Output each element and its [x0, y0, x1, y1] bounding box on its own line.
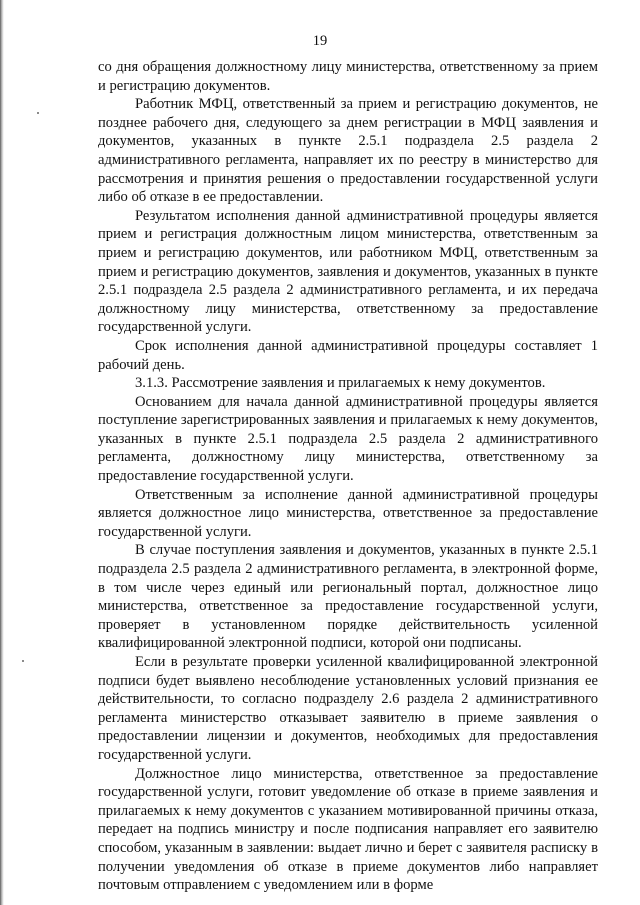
paragraph: Если в результате проверки усиленной квалифицированной электронной подписи будет выявлено несоблюдение установленных условий признания ее действительности, то согласно подразделу 2.6 раздела 2 административного регламента министерство отказывает заявителю в приеме заявления о предоставлении лицензии и документов, необходимых для предоставления государственной услуги.: [98, 654, 598, 763]
paragraph: Срок исполнения данной административной процедуры составляет 1 рабочий день.: [98, 337, 598, 373]
paragraph: В случае поступления заявления и документов, указанных в пункте 2.5.1 подраздела 2.5 раздела 2 административного регламента, в электронной форме, в том числе через единый или региональный портал, должностное лицо министерства, ответственное за предоставление государственной услуги, проверяет в установленном порядке действительность усиленной квалифицированной электронной подписи, которой они подписаны.: [98, 542, 598, 652]
document-body: [98, 58, 598, 895]
paragraph-continuation: со дня обращения должностному лицу министерства, ответственному за прием и регистрацию документов.: [98, 59, 598, 94]
paragraph: Работник МФЦ, ответственный за прием и регистрацию документов, не позднее рабочего дня, следующего за днем регистрации в МФЦ заявления и документов, указанных в пункте 2.5.1 подраздела 2.5 раздела 2 административного регламента, направляет их по реестру в министерство для рассмотрения и принятия решения о предоставлении государственной услуги либо об отказе в ее предоставлении.: [98, 96, 598, 206]
paragraph: Основанием для начала данной административной процедуры является поступление зарегистрированных заявления и прилагаемых к нему документов, указанных в пункте 2.5.1 подраздела 2.5 раздела 2 административного регламента, должностному лицу министерства, ответственному за предоставление государственной услуги.: [98, 393, 598, 485]
page-number: 19: [312, 33, 328, 49]
paragraph: Ответственным за исполнение данной административной процедуры является должностное лицо министерства, ответственное за предоставление государственной услуги.: [98, 486, 598, 540]
scan-edge: [0, 0, 4, 905]
paragraph: Должностное лицо министерства, ответственное за предоставление государственной услуги, готовит уведомление об отказе в приеме заявления и прилагаемых к нему документов с указанием мотивированной причины отказа, передает на подпись министру и после подписания направляет его заявителю способом, указанным в заявлении: выдает лично и берет с заявителя расписку в получении уведомления об отказе в приеме документов либо направляет почтовым отправлением с уведомлением или в форме: [98, 765, 598, 894]
section-heading: 3.1.3. Рассмотрение заявления и прилагаемых к нему документов.: [135, 375, 546, 392]
scan-speck: [22, 660, 24, 662]
paragraph: Результатом исполнения данной административной процедуры является прием и регистрация должностным лицом министерства, ответственным за прием и регистрацию документов, или работником МФЦ, ответственным за прием и регистрацию документов, заявления и документов, указанных в пункте 2.5.1 подраздела 2.5 раздела 2 административного регламента, и их передача должностному лицу министерства, ответственному за предоставление государственной услуги.: [98, 207, 598, 336]
scan-speck: [37, 112, 39, 114]
